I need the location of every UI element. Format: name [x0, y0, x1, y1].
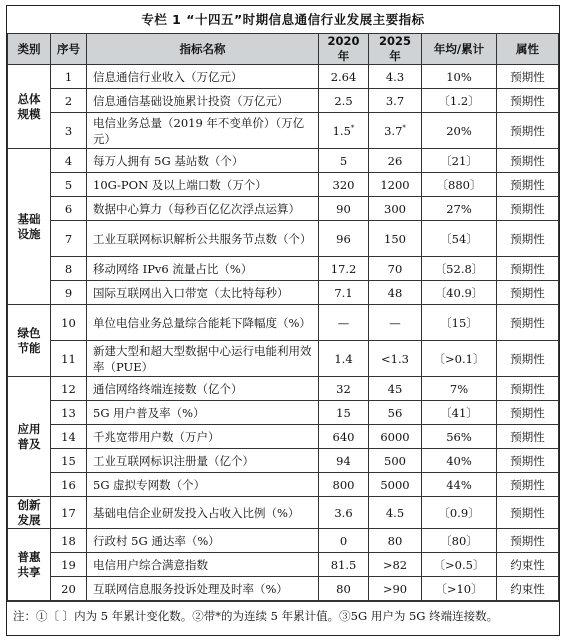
row-2025: 70 [369, 257, 422, 281]
row-name: 5G 用户普及率（%） [87, 401, 319, 425]
header-name: 指标名称 [87, 34, 319, 65]
row-2025: 300 [369, 197, 422, 221]
row-index: 13 [51, 401, 87, 425]
row-2025: 4.3 [369, 65, 422, 89]
row-2020: 320 [319, 173, 369, 197]
row-2020: 640 [319, 425, 369, 449]
header-avg: 年均/累计 [422, 34, 497, 65]
table-row [8, 577, 559, 601]
row-avg: 7% [422, 377, 497, 401]
row-2025: 5000 [369, 473, 422, 497]
row-2025: 80 [369, 529, 422, 553]
row-2020: 32 [319, 377, 369, 401]
table-row [8, 197, 559, 221]
table-row [8, 173, 559, 197]
row-attr: 预期性 [497, 377, 559, 401]
table-row [8, 449, 559, 473]
row-attr: 预期性 [497, 89, 559, 113]
star-mark: * [350, 123, 355, 132]
row-index: 5 [51, 173, 87, 197]
row-attr: 预期性 [497, 305, 559, 341]
row-avg: 40% [422, 449, 497, 473]
row-2020: 94 [319, 449, 369, 473]
row-2020: 3.6 [319, 497, 369, 529]
row-attr: 预期性 [497, 449, 559, 473]
row-2025: 6000 [369, 425, 422, 449]
category-app [8, 377, 51, 497]
header-index: 序号 [51, 34, 87, 65]
row-index: 12 [51, 377, 87, 401]
row-2025: 150 [369, 221, 422, 257]
row-name: 移动网络 IPv6 流量占比（%） [87, 257, 319, 281]
category-label-line: 规模 [17, 106, 41, 121]
row-2025: 56 [369, 401, 422, 425]
row-avg: 〔54〕 [422, 221, 497, 257]
row-2020: 1.5 [332, 123, 351, 138]
row-index: 7 [51, 221, 87, 257]
table-row [8, 553, 559, 577]
row-2025: 500 [369, 449, 422, 473]
table-row [8, 401, 559, 425]
row-name: 电信业务总量（2019 年不变单价）（万亿元） [87, 113, 319, 149]
row-avg: 〔21〕 [422, 149, 497, 173]
row-name: 新建大型和超大型数据中心运行电能利用效率（PUE） [87, 341, 319, 377]
row-2020: 90 [319, 197, 369, 221]
category-label-line: 创新 [17, 497, 41, 512]
row-attr: 预期性 [497, 257, 559, 281]
category-infra [8, 149, 51, 305]
row-avg: 44% [422, 473, 497, 497]
row-index: 16 [51, 473, 87, 497]
table-footnote: 注：①〔 〕内为 5 年累计变化数。②带*的为连续 5 年累计值。③5G 用户为 5G 终端连接数。 [7, 601, 559, 631]
row-2025: 45 [369, 377, 422, 401]
row-avg: 〔1.2〕 [422, 89, 497, 113]
row-attr: 预期性 [497, 473, 559, 497]
row-name: 10G-PON 及以上端口数（万个） [87, 173, 319, 197]
row-2025: 3.7 [384, 123, 403, 138]
table-row [8, 425, 559, 449]
row-attr: 预期性 [497, 425, 559, 449]
row-index: 15 [51, 449, 87, 473]
row-name: 每万人拥有 5G 基站数（个） [87, 149, 319, 173]
row-2025: 1200 [369, 173, 422, 197]
row-name: 通信网络终端连接数（亿个） [87, 377, 319, 401]
row-index: 4 [51, 149, 87, 173]
row-avg: 〔41〕 [422, 401, 497, 425]
table-row [8, 149, 559, 173]
category-label-line: 普及 [17, 436, 41, 451]
indicator-panel [6, 5, 560, 636]
table-row [8, 257, 559, 281]
table-row [8, 473, 559, 497]
row-index: 19 [51, 553, 87, 577]
category-overall [8, 65, 51, 149]
table-row [8, 305, 559, 341]
row-2020: 800 [319, 473, 369, 497]
row-avg: 27% [422, 197, 497, 221]
row-2020-cell [319, 113, 369, 149]
row-2020: — [319, 305, 369, 341]
category-label-line: 总体 [17, 91, 41, 106]
row-2020: 1.4 [319, 341, 369, 377]
row-index: 20 [51, 577, 87, 601]
panel-title: 专栏 1 “十四五”时期信息通信行业发展主要指标 [141, 12, 425, 27]
row-2020: 15 [319, 401, 369, 425]
row-2020: 17.2 [319, 257, 369, 281]
row-2020: 2.5 [319, 89, 369, 113]
row-attr: 预期性 [497, 401, 559, 425]
header-2025: 2025 年 [369, 34, 422, 65]
row-index: 3 [51, 113, 87, 149]
row-2025: 3.7 [369, 89, 422, 113]
row-avg: 〔880〕 [422, 173, 497, 197]
row-2020: 5 [319, 149, 369, 173]
row-attr: 预期性 [497, 173, 559, 197]
category-label-line: 节能 [17, 340, 41, 355]
star-mark: * [402, 123, 406, 132]
row-name: 信息通信基础设施累计投资（万亿元） [87, 89, 319, 113]
table-row [8, 65, 559, 89]
row-2025: >90 [369, 577, 422, 601]
row-2025: 4.5 [369, 497, 422, 529]
row-index: 6 [51, 197, 87, 221]
table-row [8, 497, 559, 529]
category-green [8, 305, 51, 377]
row-avg: 〔>10〕 [422, 577, 497, 601]
row-avg: 〔80〕 [422, 529, 497, 553]
category-label-line: 共享 [17, 564, 41, 579]
row-avg: 〔>0.5〕 [422, 553, 497, 577]
row-2020: 2.64 [319, 65, 369, 89]
row-avg: 〔>0.1〕 [422, 341, 497, 377]
row-avg: 〔15〕 [422, 305, 497, 341]
category-label-line: 基础 [17, 211, 41, 226]
category-label-line: 应用 [17, 421, 41, 436]
row-index: 11 [51, 341, 87, 377]
indicator-table [7, 33, 559, 601]
row-avg: 〔52.8〕 [422, 257, 497, 281]
row-2020: 80 [319, 577, 369, 601]
table-row [8, 341, 559, 377]
category-label-line: 发展 [17, 512, 41, 527]
row-2020: 96 [319, 221, 369, 257]
row-name: 信息通信行业收入（万亿元） [87, 65, 319, 89]
row-avg: 20% [422, 113, 497, 149]
row-attr: 预期性 [497, 65, 559, 89]
header-attr: 属性 [497, 34, 559, 65]
row-2020: 81.5 [319, 553, 369, 577]
table-row [8, 221, 559, 257]
row-attr: 预期性 [497, 529, 559, 553]
row-attr: 预期性 [497, 149, 559, 173]
row-avg: 56% [422, 425, 497, 449]
row-index: 9 [51, 281, 87, 305]
row-index: 14 [51, 425, 87, 449]
row-index: 10 [51, 305, 87, 341]
row-name: 5G 虚拟专网数（个） [87, 473, 319, 497]
row-name: 千兆宽带用户数（万户） [87, 425, 319, 449]
row-name: 基础电信企业研发投入占收入比例（%） [87, 497, 319, 529]
row-attr: 预期性 [497, 197, 559, 221]
row-name: 互联网信息服务投诉处理及时率（%） [87, 577, 319, 601]
row-attr: 预期性 [497, 113, 559, 149]
table-row [8, 281, 559, 305]
category-label-line: 绿色 [17, 325, 41, 340]
table-row [8, 89, 559, 113]
row-avg: 10% [422, 65, 497, 89]
category-label-line: 设施 [17, 226, 41, 241]
category-label-line: 普惠 [17, 549, 41, 564]
row-2025: >82 [369, 553, 422, 577]
row-2020: 0 [319, 529, 369, 553]
row-attr: 预期性 [497, 341, 559, 377]
table-header-row [8, 34, 559, 65]
row-index: 18 [51, 529, 87, 553]
row-avg: 〔0.9〕 [422, 497, 497, 529]
row-name: 单位电信业务总量综合能耗下降幅度（%） [87, 305, 319, 341]
row-attr: 约束性 [497, 577, 559, 601]
category-welfare [8, 529, 51, 601]
row-avg: 〔40.9〕 [422, 281, 497, 305]
row-index: 1 [51, 65, 87, 89]
row-2025: 48 [369, 281, 422, 305]
table-row [8, 113, 559, 149]
row-name: 电信用户综合满意指数 [87, 553, 319, 577]
row-index: 8 [51, 257, 87, 281]
row-attr: 约束性 [497, 553, 559, 577]
row-name: 国际互联网出入口带宽（太比特每秒） [87, 281, 319, 305]
header-2020: 2020 年 [319, 34, 369, 65]
header-category: 类别 [8, 34, 51, 65]
table-row [8, 377, 559, 401]
row-2025-cell [369, 113, 422, 149]
row-attr: 预期性 [497, 281, 559, 305]
table-row [8, 529, 559, 553]
row-2025: <1.3 [369, 341, 422, 377]
row-2020: 7.1 [319, 281, 369, 305]
row-attr: 预期性 [497, 221, 559, 257]
row-name: 行政村 5G 通达率（%） [87, 529, 319, 553]
row-name: 工业互联网标识注册量（亿个） [87, 449, 319, 473]
category-innov [8, 497, 51, 529]
row-name: 数据中心算力（每秒百亿亿次浮点运算） [87, 197, 319, 221]
row-index: 17 [51, 497, 87, 529]
row-index: 2 [51, 89, 87, 113]
row-attr: 预期性 [497, 497, 559, 529]
row-2025: — [369, 305, 422, 341]
row-name: 工业互联网标识解析公共服务节点数（个） [87, 221, 319, 257]
row-2025: 26 [369, 149, 422, 173]
